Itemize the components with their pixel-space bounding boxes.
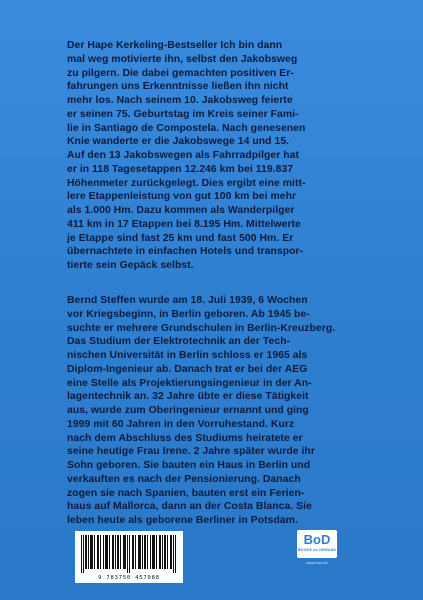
text-line: tierte sein Gepäck selbst. xyxy=(67,260,194,271)
text-line: lere Etappenleistung von gut 100 km bei mehr xyxy=(67,191,297,203)
text-line: nach dem Abschluss des Studiums heiratete er xyxy=(67,432,303,444)
bod-logo-text: BoD xyxy=(303,532,331,547)
text-line: übernachtete in einfachen Hotels und transpor- xyxy=(67,246,304,258)
text-line: verkauften es nach der Pensionierung. Danach xyxy=(67,473,301,485)
text-line: je Etappe sind fast 25 km und fast 500 Hm. Er xyxy=(67,232,294,244)
text-line: 1999 mit 60 Jahren in den Vorruhestand. Kurz xyxy=(67,418,295,430)
text-line: Das Studium der Elektrotechnik an der Tech- xyxy=(67,336,291,348)
barcode-bars-icon xyxy=(79,535,179,573)
biography-paragraph xyxy=(67,294,362,528)
text-line: 411 km in 17 Etappen bei 8.195 Hm. Mittelwerte xyxy=(67,218,301,230)
text-line: seine heutige Frau Irene. 2 Jahre später wurde ihr xyxy=(67,446,315,458)
text-line: suchte er mehrere Grundschulen in Berlin-Kreuzberg. xyxy=(67,322,336,334)
text-line: Diplom-Ingenieur ab. Danach trat er bei der AEG xyxy=(67,363,308,375)
text-line: haus auf Mallorca, dann an der Costa Blanca. Sie xyxy=(67,501,312,513)
text-line: aus, wurde zum Oberingenieur ernannt und ging xyxy=(67,405,309,416)
text-line: mehr los. Nach seinem 10. Jakobsweg feierte xyxy=(67,95,293,106)
bod-logo-subtitle: BOOKS on DEMAND xyxy=(297,548,337,552)
isbn-number: 9 783750 457088 xyxy=(98,575,160,581)
text-line: er in 118 Tagesetappen 12.246 km bei 119.837 xyxy=(67,163,294,175)
text-line: leben heute als geborene Berliner in Potsdam. xyxy=(67,515,298,526)
text-line: Auf den 13 Jakobswegen als Fahrradpilger hat xyxy=(67,150,300,161)
text-line: als 1.000 Hm. Dazu kommen als Wanderpilger xyxy=(67,205,295,216)
text-line: zu pilgern. Die dabei gemachten positiven Er- xyxy=(67,67,294,79)
text-line: mal weg motivierte ihn, selbst den Jakobsweg xyxy=(67,53,298,65)
text-line: er seinen 75. Geburtstag im Kreis seiner Fami- xyxy=(67,108,299,120)
text-line: fahrungen uns Erkenntnisse ließen ihn nicht xyxy=(67,81,289,93)
bod-logo xyxy=(297,530,337,558)
text-line: lie in Santiago de Compostela. Nach genesenen xyxy=(67,122,306,134)
text-line: zogen sie nach Spanien, bauten erst ein Ferien- xyxy=(67,487,305,499)
text-line: Bernd Steffen wurde am 18. Juli 1939, 6 Wochen xyxy=(67,295,308,306)
isbn-barcode xyxy=(75,531,183,583)
text-line: Sohn geboren. Sie bauten ein Haus in Berlin und xyxy=(67,460,311,471)
publisher-url: www.bod.de xyxy=(306,560,328,565)
text-line: lagentechnik an. 32 Jahre übte er diese Tätigkeit xyxy=(67,391,309,403)
text-line: eine Stelle als Projektierungsingenieur in der An- xyxy=(67,377,312,389)
text-line: Höhenmeter zurückgelegt. Dies ergibt eine mitt- xyxy=(67,177,306,189)
text-line: nischen Universität in Berlin schloss er 1965 als xyxy=(67,350,308,361)
text-line: Knie wanderte er die Jakobswege 14 und 15. xyxy=(67,136,290,148)
text-line: vor Kriegsbeginn, in Berlin geboren. Ab 1945 be- xyxy=(67,308,310,320)
author-blurb-paragraph xyxy=(67,39,362,273)
text-line: Der Hape Kerkeling-Bestseller Ich bin dann xyxy=(67,40,283,51)
